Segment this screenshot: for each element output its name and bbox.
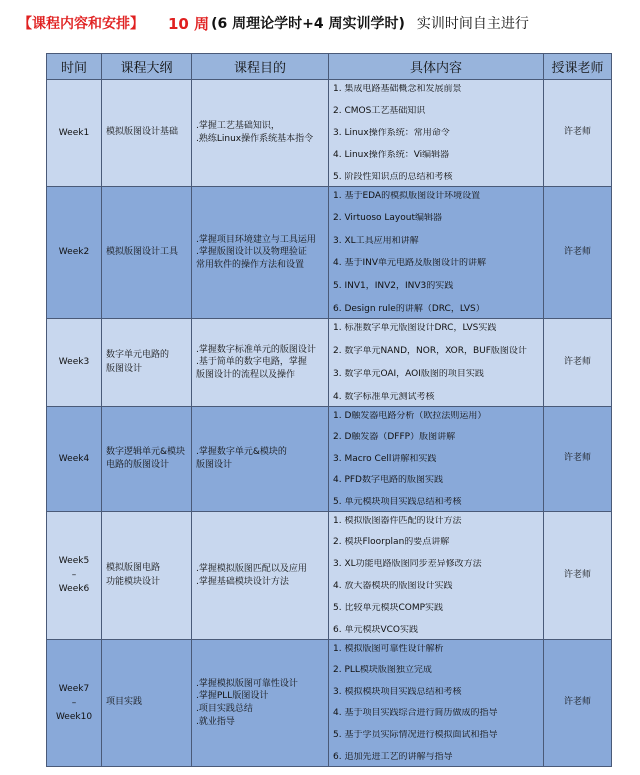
outline-line: 数字逻辑单元&模块 <box>106 446 186 457</box>
table-row <box>47 512 612 640</box>
content-item: 2. Virtuoso Layout编辑器 <box>333 213 442 224</box>
goal-line: 版图设计的流程以及操作 <box>196 369 296 380</box>
outline-cell <box>102 187 192 319</box>
outline-line: 模拟版图设计基础 <box>106 127 179 138</box>
outline-cell <box>102 407 192 512</box>
content-item: 1. D触发器电路分析（欧拉法则运用） <box>333 410 487 421</box>
goal-line: .掌握项目环境建立与工具运用 <box>196 234 316 245</box>
time-cell <box>47 319 102 407</box>
content-item: 4. 基于INV单元电路及版图设计的讲解 <box>333 258 486 269</box>
content-item: 5. 单元模块项目实践总结和考核 <box>333 496 462 507</box>
week-count: 10 周 <box>168 14 210 33</box>
time-label: Week5 <box>58 556 90 566</box>
goal-line: .熟练Linux操作系统基本指令 <box>196 134 314 144</box>
goal-cell <box>192 512 329 640</box>
content-item: 2. PLL模块版图独立完成 <box>333 665 432 676</box>
content-list <box>333 516 539 636</box>
teacher-cell: 许老师 <box>544 407 612 512</box>
content-cell <box>329 187 544 319</box>
content-item: 2. D触发器（DFFP）版图讲解 <box>333 432 456 443</box>
course-header <box>18 10 529 36</box>
outline-line: 模拟版图电路 <box>106 563 161 574</box>
content-item: 3. XL工具应用和讲解 <box>333 235 419 246</box>
outline-cell <box>102 512 192 640</box>
content-item: 4. Linux操作系统：Vi编辑器 <box>333 149 450 160</box>
teacher-cell: 许老师 <box>544 512 612 640</box>
goal-line: .基于简单的数字电路，掌握 <box>196 357 307 368</box>
outline-line: 数字单元电路的 <box>106 350 170 361</box>
table-row <box>47 640 612 767</box>
goal-line: .掌握模拟版图匹配以及应用 <box>196 563 307 574</box>
table-row <box>47 407 612 512</box>
outline-cell <box>102 640 192 767</box>
content-item: 6. Design rule的讲解（DRC，LVS） <box>333 303 485 314</box>
content-item: 5. 比较单元模块COMP实践 <box>333 602 444 613</box>
outline-line: 版图设计 <box>106 363 143 374</box>
section-title: 【课程内容和安排】 <box>18 16 144 32</box>
content-list <box>333 191 539 315</box>
content-item: 3. 数字单元OAI，AOI版图的项目实践 <box>333 368 484 379</box>
content-item: 5. INV1，INV2，INV3的实践 <box>333 281 454 292</box>
content-item: 1. 模拟版图可靠性设计解析 <box>333 643 444 654</box>
content-cell <box>329 640 544 767</box>
content-item: 6. 追加先进工艺的讲解与指导 <box>333 751 453 762</box>
outline-cell <box>102 319 192 407</box>
table-row <box>47 319 612 407</box>
goal-cell <box>192 319 329 407</box>
self-arrange-note: 实训时间自主进行 <box>416 16 529 32</box>
content-item: 2. 模块Floorplan的要点讲解 <box>333 537 450 548</box>
content-list <box>333 644 539 763</box>
time-label: Week4 <box>58 453 90 464</box>
table-header-row <box>47 54 612 80</box>
goal-line: 常用软件的操作方法和设置 <box>196 259 305 270</box>
goal-cell <box>192 80 329 187</box>
content-item: 3. Linux操作系统：常用命令 <box>333 127 450 138</box>
goal-line: .掌握工艺基础知识， <box>196 121 280 132</box>
time-cell <box>47 512 102 640</box>
goal-line: .掌握PLL版图设计 <box>196 691 269 702</box>
goal-line: .掌握数字标准单元的版图设计 <box>196 344 316 355</box>
goal-line: .就业指导 <box>196 716 235 727</box>
content-item: 1. 模拟版图器件匹配的设计方法 <box>333 515 462 526</box>
content-cell <box>329 80 544 187</box>
content-list <box>333 84 539 183</box>
goal-line: .掌握数字单元&模块的 <box>196 447 287 458</box>
content-item: 1. 集成电路基础概念和发展前景 <box>333 83 462 94</box>
content-cell <box>329 407 544 512</box>
table-row <box>47 80 612 187</box>
content-item: 4. 基于项目实践综合进行简历做成的指导 <box>333 708 498 719</box>
goal-line: .项目实践总结 <box>196 704 253 714</box>
time-label: Week3 <box>58 357 90 367</box>
content-item: 1. 基于EDA的模拟版图设计环境设置 <box>333 190 481 201</box>
goal-line: .掌握模拟版图可靠性设计 <box>196 678 298 689</box>
teacher-cell: 许老师 <box>544 80 612 187</box>
content-item: 1. 标准数字单元版图设计DRC，LVS实践 <box>333 322 497 333</box>
outline-line: 电路的版图设计 <box>106 460 170 470</box>
column-header: 课程大纲 <box>102 54 192 80</box>
column-header: 课程目的 <box>192 54 329 80</box>
column-header: 具体内容 <box>329 54 544 80</box>
table-row <box>47 187 612 319</box>
goal-cell <box>192 640 329 767</box>
content-cell <box>329 319 544 407</box>
content-item: 2. 数字单元NAND，NOR，XOR，BUF版图设计 <box>333 345 527 356</box>
content-list <box>333 411 539 508</box>
content-item: 3. Macro Cell讲解和实践 <box>333 453 437 464</box>
content-item: 5. 阶段性知识点的总结和考核 <box>333 171 453 182</box>
column-header: 时间 <box>47 54 102 80</box>
content-item: 5. 基于学员实际情况进行模拟面试和指导 <box>333 730 498 741</box>
time-cell <box>47 80 102 187</box>
week-breakdown: (6 周理论学时+4 周实训学时) <box>211 16 405 32</box>
goal-cell <box>192 407 329 512</box>
teacher-cell: 许老师 <box>544 187 612 319</box>
goal-cell <box>192 187 329 319</box>
time-label: – <box>71 697 77 708</box>
content-item: 3. XL功能电路版图同步差异修改方法 <box>333 559 482 570</box>
time-cell <box>47 640 102 767</box>
content-cell <box>329 512 544 640</box>
time-label: Week2 <box>58 247 90 257</box>
outline-cell <box>102 80 192 187</box>
content-item: 4. 放大器模块的版图设计实践 <box>333 580 453 591</box>
time-label: Week10 <box>55 711 93 722</box>
content-item: 4. PFD数字电路的版图实践 <box>333 475 443 486</box>
outline-line: 项目实践 <box>106 697 143 708</box>
goal-line: .掌握基础模块设计方法 <box>196 576 289 587</box>
goal-line: 版图设计 <box>196 460 233 470</box>
time-label: Week7 <box>58 683 90 694</box>
time-cell <box>47 187 102 319</box>
content-item: 3. 模拟模块项目实践总结和考核 <box>333 686 462 697</box>
column-header: 授课老师 <box>544 54 612 80</box>
content-list <box>333 323 539 403</box>
course-schedule-table <box>46 53 612 767</box>
time-label: Week1 <box>58 127 90 138</box>
outline-line: 模拟版图设计工具 <box>106 246 179 257</box>
content-item: 6. 单元模块VCO实践 <box>333 624 418 635</box>
content-item: 4. 数字标准单元测试考核 <box>333 391 435 402</box>
goal-line: .掌握版图设计以及物理验证 <box>196 247 307 258</box>
teacher-cell: 许老师 <box>544 319 612 407</box>
time-label: Week6 <box>58 584 90 594</box>
outline-line: 功能模块设计 <box>106 576 161 587</box>
time-cell <box>47 407 102 512</box>
teacher-cell: 许老师 <box>544 640 612 767</box>
content-item: 2. CMOS工艺基础知识 <box>333 105 426 116</box>
time-label: – <box>71 570 77 580</box>
